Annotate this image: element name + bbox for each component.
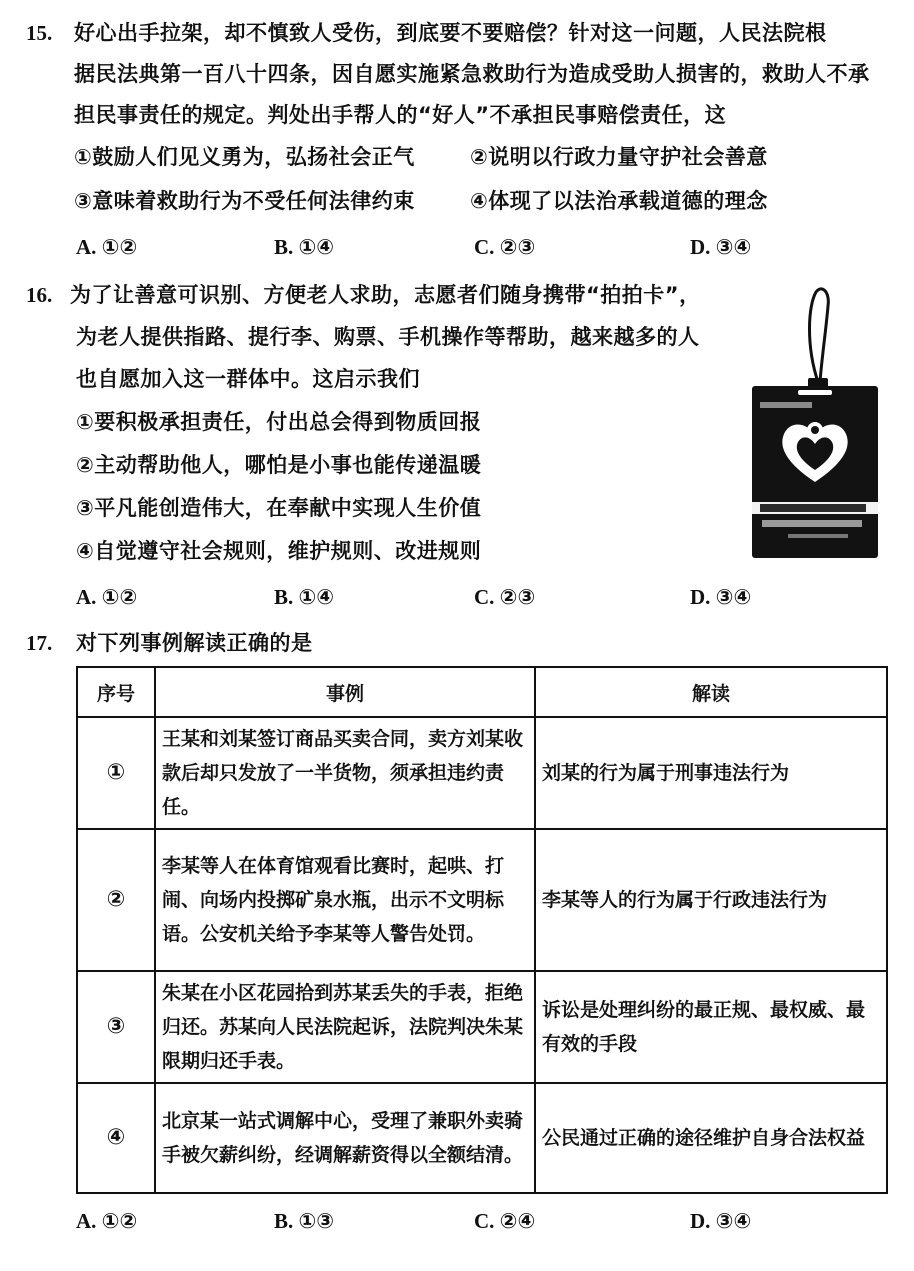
q16-number: 16. bbox=[26, 283, 53, 307]
row-interpretation: 李某等人的行为属于行政违法行为 bbox=[535, 829, 887, 971]
q15-stem-line-1: 好心出手拉架，却不慎致人受伤，到底要不要赔偿？针对这一问题，人民法院根 bbox=[74, 21, 827, 45]
q16-stem-line-3: 也自愿加入这一群体中。这启示我们 bbox=[76, 367, 420, 391]
table-row bbox=[77, 829, 887, 971]
q16-option-a[interactable]: A. ①② bbox=[76, 585, 138, 609]
q16-stem-line-2: 为老人提供指路、提行李、购票、手机操作等帮助，越来越多的人 bbox=[76, 325, 700, 349]
header-interpretation: 解读 bbox=[535, 667, 887, 717]
row-case: 朱某在小区花园拾到苏某丢失的手表，拒绝归还。苏某向人民法院起诉，法院判决朱某限期归还手表。 bbox=[155, 971, 535, 1083]
q17-option-a[interactable]: A. ①② bbox=[76, 1209, 138, 1233]
q16-stem-line-1: 为了让善意可识别、方便老人求助，志愿者们随身携带“拍拍卡”， bbox=[70, 283, 701, 307]
q17-option-d[interactable]: D. ③④ bbox=[690, 1209, 752, 1233]
q15-option-d[interactable]: D. ③④ bbox=[690, 235, 752, 259]
row-interpretation: 公民通过正确的途径维护自身合法权益 bbox=[535, 1083, 887, 1193]
q15-item-4: ④体现了以法治承载道德的理念 bbox=[470, 189, 768, 213]
q17-option-b[interactable]: B. ①③ bbox=[274, 1209, 335, 1233]
q16-item-4: ④自觉遵守社会规则，维护规则、改进规则 bbox=[76, 539, 482, 563]
pat-pat-card-illustration bbox=[748, 286, 880, 562]
q15-item-3: ③意味着救助行为不受任何法律约束 bbox=[74, 189, 415, 213]
row-case: 王某和刘某签订商品买卖合同，卖方刘某收款后却只发放了一半货物，须承担违约责任。 bbox=[155, 717, 535, 829]
q16-item-1: ①要积极承担责任，付出总会得到物质回报 bbox=[76, 410, 482, 434]
q16-option-b[interactable]: B. ①④ bbox=[274, 585, 335, 609]
q16-item-2: ②主动帮助他人，哪怕是小事也能传递温暖 bbox=[76, 453, 482, 477]
table-header-row bbox=[77, 667, 887, 717]
q15-option-c[interactable]: C. ②③ bbox=[474, 235, 536, 259]
q16-item-3: ③平凡能创造伟大，在奉献中实现人生价值 bbox=[76, 496, 482, 520]
q17-number: 17. bbox=[26, 631, 53, 655]
q15-option-a[interactable]: A. ①② bbox=[76, 235, 138, 259]
row-interpretation: 诉讼是处理纠纷的最正规、最权威、最有效的手段 bbox=[535, 971, 887, 1083]
q17-stem: 对下列事例解读正确的是 bbox=[76, 631, 313, 655]
row-interpretation: 刘某的行为属于刑事违法行为 bbox=[535, 717, 887, 829]
q17-table bbox=[76, 666, 888, 1194]
q15-stem-line-3: 担民事责任的规定。判处出手帮人的“好人”不承担民事赔偿责任，这 bbox=[74, 103, 727, 127]
table-row bbox=[77, 971, 887, 1083]
q15-stem-line-2: 据民法典第一百八十四条，因自愿实施紧急救助行为造成受助人损害的，救助人不承 bbox=[74, 62, 870, 86]
row-index: ① bbox=[77, 717, 155, 829]
row-case: 李某等人在体育馆观看比赛时，起哄、打闹、向场内投掷矿泉水瓶，出示不文明标语。公安机关给予李某等人警告处罚。 bbox=[155, 829, 535, 971]
row-index: ③ bbox=[77, 971, 155, 1083]
row-case: 北京某一站式调解中心，受理了兼职外卖骑手被欠薪纠纷，经调解薪资得以全额结清。 bbox=[155, 1083, 535, 1193]
q16-option-c[interactable]: C. ②③ bbox=[474, 585, 536, 609]
q15-number: 15. bbox=[26, 21, 53, 45]
table-row bbox=[77, 1083, 887, 1193]
q17-option-c[interactable]: C. ②④ bbox=[474, 1209, 536, 1233]
row-index: ④ bbox=[77, 1083, 155, 1193]
q15-option-b[interactable]: B. ①④ bbox=[274, 235, 335, 259]
header-index: 序号 bbox=[77, 667, 155, 717]
row-index: ② bbox=[77, 829, 155, 971]
table-row bbox=[77, 717, 887, 829]
header-case: 事例 bbox=[155, 667, 535, 717]
q16-option-d[interactable]: D. ③④ bbox=[690, 585, 752, 609]
q15-item-2: ②说明以行政力量守护社会善意 bbox=[470, 145, 768, 169]
q15-item-1: ①鼓励人们见义勇为，弘扬社会正气 bbox=[74, 145, 415, 169]
heart-card-icon bbox=[748, 286, 880, 562]
